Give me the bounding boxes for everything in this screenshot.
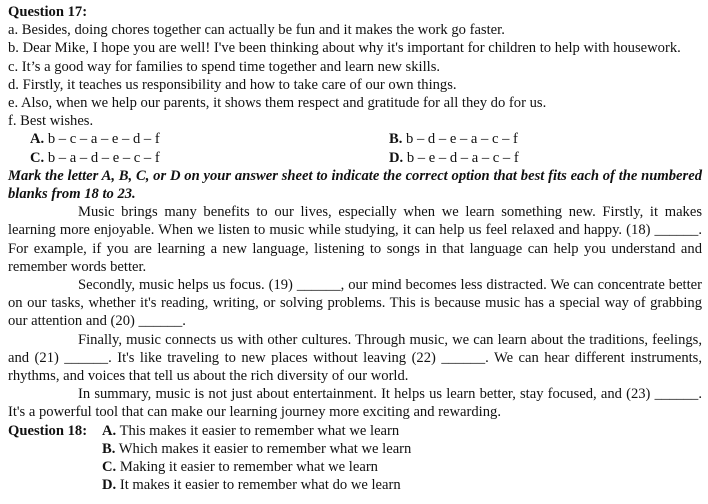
q18-option-b[interactable] bbox=[102, 440, 702, 458]
q17-sentence-c: c. It’s a good way for families to spend time together and learn new skills. bbox=[8, 58, 441, 75]
q17-option-c[interactable] bbox=[30, 149, 389, 167]
q18-option-a[interactable] bbox=[102, 422, 702, 440]
option-letter: A. bbox=[30, 131, 45, 148]
question-18 bbox=[8, 422, 702, 495]
section-instruction: Mark the letter A, B, C, or D on your answer sheet to indicate the correct option that best fits each of the numbered blanks from 18 to 23. bbox=[8, 167, 702, 203]
option-text: Making it easier to remember what we learn bbox=[116, 459, 378, 476]
passage-paragraph-2: Secondly, music helps us focus. (19) ______, our mind becomes less distracted. We can concentrate better on our tasks, whether it's reading, writing, or solving problems. This is because music has a special way of grabbing our attention and (20) ______. bbox=[8, 277, 702, 330]
question-18-title: Question 18: bbox=[8, 422, 88, 439]
q18-option-d[interactable] bbox=[102, 476, 702, 494]
option-letter: D. bbox=[389, 149, 404, 166]
passage-paragraph-3: Finally, music connects us with other cultures. Through music, we can learn about the traditions, feelings, and (21) ______. It's like traveling to new places without leaving (22) ______. We can hear different instruments, rhythms, and voices that tell us about the rich diversity of our world. bbox=[8, 331, 702, 385]
q17-sentence-a: a. Besides, doing chores together can actually be fun and it makes the work go faster. bbox=[8, 22, 505, 39]
option-text: b – c – a – e – d – f bbox=[44, 131, 160, 148]
option-letter: B. bbox=[102, 440, 116, 457]
q17-option-b[interactable] bbox=[389, 130, 689, 148]
question-17-title: Question 17: bbox=[8, 4, 88, 20]
option-text: b – e – d – a – c – f bbox=[403, 149, 519, 166]
option-letter: B. bbox=[389, 131, 403, 148]
q17-sentence-d: d. Firstly, it teaches us responsibility and how to take care of our own things. bbox=[8, 76, 457, 93]
q17-sentence-f: f. Best wishes. bbox=[8, 113, 94, 130]
q17-sentence-b: b. Dear Mike, I hope you are well! I've been thinking about why it's important for children to help with housework. bbox=[8, 40, 681, 57]
option-text: b – a – d – e – c – f bbox=[44, 149, 160, 166]
option-letter: C. bbox=[30, 149, 45, 166]
option-letter: A. bbox=[102, 422, 117, 439]
q17-options bbox=[8, 130, 702, 166]
option-text: Which makes it easier to remember what we learn bbox=[115, 440, 412, 457]
option-letter: C. bbox=[102, 459, 117, 476]
q17-sentence-e: e. Also, when we help our parents, it shows them respect and gratitude for all they do for us. bbox=[8, 95, 547, 112]
q17-option-d[interactable] bbox=[389, 149, 689, 167]
option-text: This makes it easier to remember what we learn bbox=[116, 422, 400, 439]
option-text: It makes it easier to remember what do we learn bbox=[116, 477, 401, 494]
option-letter: D. bbox=[102, 477, 117, 494]
q18-option-c[interactable] bbox=[102, 458, 702, 476]
passage-paragraph-4: In summary, music is not just about entertainment. It helps us learn better, stay focused, and (23) ______. It's a powerful tool that can make our learning journey more exciting and rewarding. bbox=[8, 386, 702, 421]
passage-paragraph-1: Music brings many benefits to our lives, especially when we learn something new. Firstly, it makes learning more enjoyable. When we listen to music while studying, it can help us feel relaxed and happy. (18) ______. For example, if you are learning a new language, listening to songs in that language can help you understand and remember words better. bbox=[8, 204, 702, 275]
q17-option-a[interactable] bbox=[30, 130, 389, 148]
option-text: b – d – e – a – c – f bbox=[402, 131, 518, 148]
